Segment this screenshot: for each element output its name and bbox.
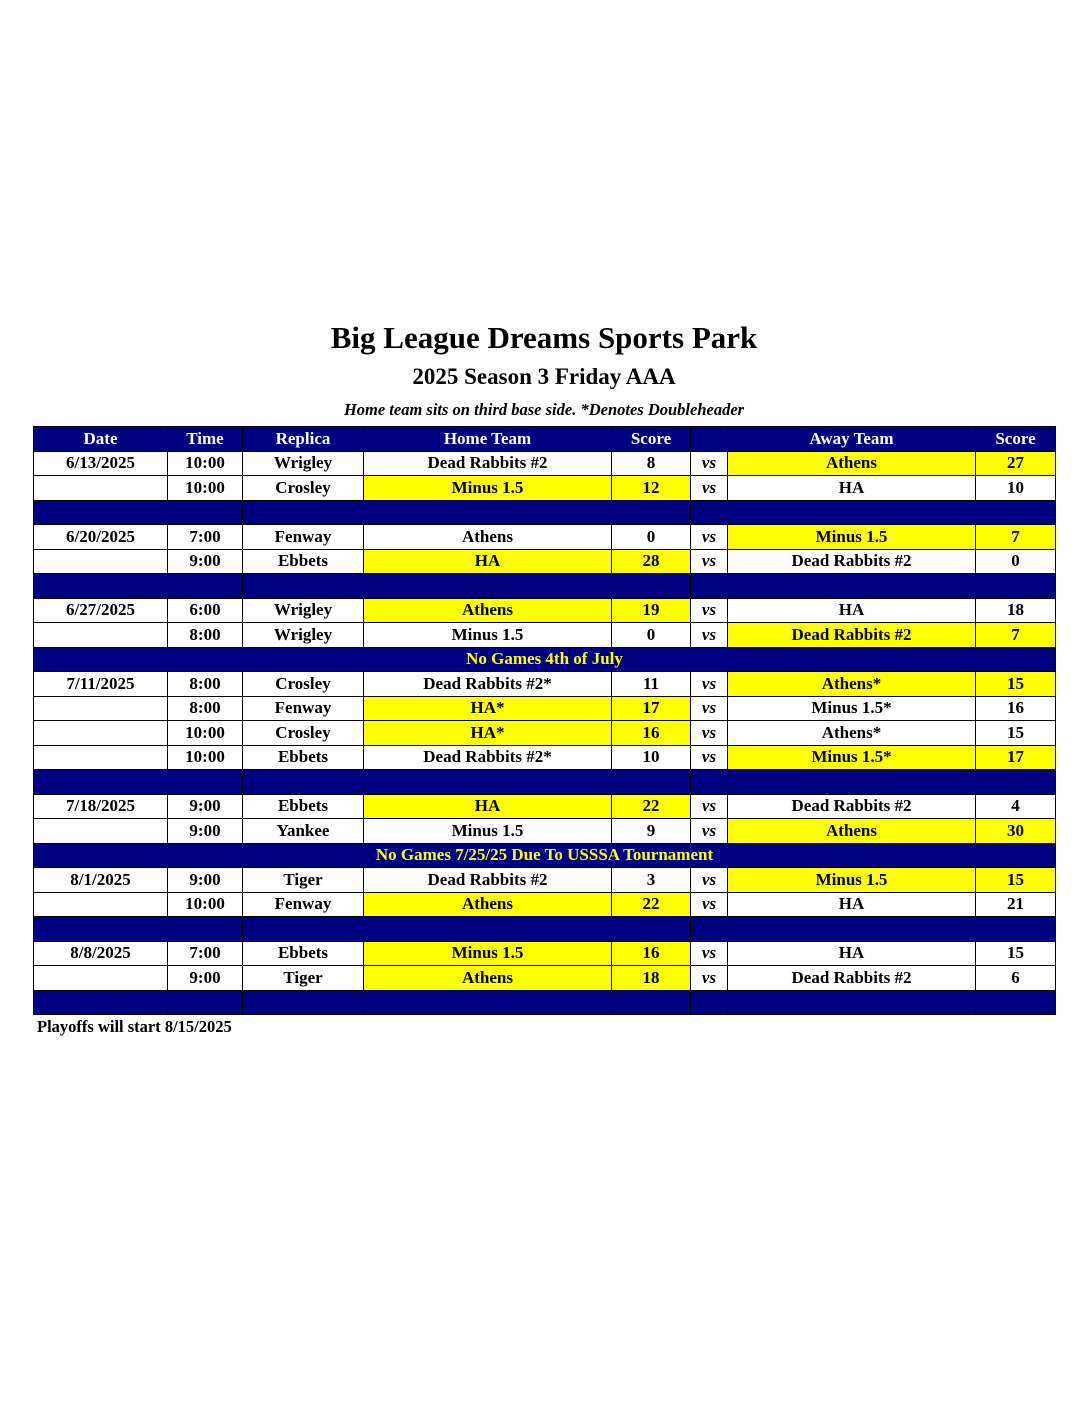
game-row <box>34 451 1056 476</box>
game-row <box>34 868 1056 893</box>
replica-cell: Ebbets <box>243 549 364 574</box>
date-cell <box>34 476 168 501</box>
replica-cell: Ebbets <box>243 941 364 966</box>
time-cell: 8:00 <box>168 672 243 697</box>
away-team-cell: Minus 1.5* <box>728 745 976 770</box>
date-cell <box>34 721 168 746</box>
vs-cell: vs <box>691 819 728 844</box>
away-team-cell: Athens <box>728 451 976 476</box>
home-score-cell: 9 <box>612 819 691 844</box>
away-score-cell: 15 <box>976 672 1056 697</box>
time-cell: 8:00 <box>168 696 243 721</box>
home-score-cell: 19 <box>612 598 691 623</box>
game-row <box>34 892 1056 917</box>
time-cell: 10:00 <box>168 451 243 476</box>
separator-cell <box>728 500 976 525</box>
header-vs <box>691 427 728 452</box>
separator-cell <box>691 500 728 525</box>
game-row <box>34 745 1056 770</box>
separator-row <box>34 770 1056 795</box>
date-cell: 8/8/2025 <box>34 941 168 966</box>
away-team-cell: Athens <box>728 819 976 844</box>
schedule-note: Home team sits on third base side. *Denotes Doubleheader <box>343 400 745 419</box>
away-team-cell: HA <box>728 598 976 623</box>
home-score-cell: 3 <box>612 868 691 893</box>
separator-cell <box>364 770 612 795</box>
away-score-cell: 18 <box>976 598 1056 623</box>
date-cell: 7/18/2025 <box>34 794 168 819</box>
game-row <box>34 598 1056 623</box>
away-team-cell: Dead Rabbits #2 <box>728 794 976 819</box>
separator-cell <box>612 917 691 942</box>
home-team-cell: HA* <box>364 721 612 746</box>
home-team-cell: Minus 1.5 <box>364 819 612 844</box>
date-cell <box>34 623 168 648</box>
date-cell <box>34 696 168 721</box>
playoffs-note: Playoffs will start 8/15/2025 <box>37 1017 232 1036</box>
time-cell: 9:00 <box>168 549 243 574</box>
away-score-cell: 17 <box>976 745 1056 770</box>
time-cell: 10:00 <box>168 721 243 746</box>
separator-cell <box>34 917 168 942</box>
home-score-cell: 22 <box>612 794 691 819</box>
away-team-cell: Athens* <box>728 721 976 746</box>
separator-cell <box>728 990 976 1015</box>
home-team-cell: HA* <box>364 696 612 721</box>
home-score-cell: 12 <box>612 476 691 501</box>
separator-cell <box>612 574 691 599</box>
home-score-cell: 16 <box>612 721 691 746</box>
separator-cell <box>34 500 168 525</box>
home-score-cell: 11 <box>612 672 691 697</box>
away-team-cell: Dead Rabbits #2 <box>728 966 976 991</box>
time-cell: 7:00 <box>168 525 243 550</box>
separator-cell <box>976 500 1056 525</box>
replica-cell: Crosley <box>243 476 364 501</box>
away-team-cell: HA <box>728 941 976 966</box>
notice-text: No Games 4th of July <box>34 647 1056 672</box>
separator-cell <box>728 770 976 795</box>
vs-cell: vs <box>691 672 728 697</box>
game-row <box>34 525 1056 550</box>
separator-cell <box>168 917 243 942</box>
separator-cell <box>976 770 1056 795</box>
header-date: Date <box>34 427 168 452</box>
vs-cell: vs <box>691 476 728 501</box>
away-score-cell: 0 <box>976 549 1056 574</box>
away-team-cell: Minus 1.5 <box>728 525 976 550</box>
separator-row <box>34 917 1056 942</box>
separator-cell <box>612 500 691 525</box>
vs-cell: vs <box>691 451 728 476</box>
separator-cell <box>691 917 728 942</box>
replica-cell: Crosley <box>243 672 364 697</box>
away-score-cell: 6 <box>976 966 1056 991</box>
separator-cell <box>168 574 243 599</box>
home-score-cell: 18 <box>612 966 691 991</box>
separator-cell <box>168 500 243 525</box>
game-row <box>34 966 1056 991</box>
game-row <box>34 623 1056 648</box>
date-cell <box>34 819 168 844</box>
away-team-cell: HA <box>728 476 976 501</box>
away-team-cell: Dead Rabbits #2 <box>728 549 976 574</box>
time-cell: 9:00 <box>168 868 243 893</box>
header-away-team: Away Team <box>728 427 976 452</box>
header-replica: Replica <box>243 427 364 452</box>
home-score-cell: 22 <box>612 892 691 917</box>
away-score-cell: 10 <box>976 476 1056 501</box>
separator-cell <box>976 917 1056 942</box>
vs-cell: vs <box>691 525 728 550</box>
page-title: Big League Dreams Sports Park <box>330 320 758 355</box>
header-row <box>34 427 1056 452</box>
home-score-cell: 28 <box>612 549 691 574</box>
vs-cell: vs <box>691 966 728 991</box>
away-score-cell: 7 <box>976 525 1056 550</box>
away-team-cell: Dead Rabbits #2 <box>728 623 976 648</box>
vs-cell: vs <box>691 623 728 648</box>
header-away-score: Score <box>976 427 1056 452</box>
vs-cell: vs <box>691 868 728 893</box>
away-score-cell: 21 <box>976 892 1056 917</box>
home-score-cell: 10 <box>612 745 691 770</box>
vs-cell: vs <box>691 598 728 623</box>
time-cell: 9:00 <box>168 819 243 844</box>
home-team-cell: HA <box>364 549 612 574</box>
away-team-cell: Minus 1.5 <box>728 868 976 893</box>
home-score-cell: 16 <box>612 941 691 966</box>
date-cell <box>34 549 168 574</box>
header-time: Time <box>168 427 243 452</box>
separator-cell <box>243 770 364 795</box>
separator-cell <box>243 574 364 599</box>
home-score-cell: 0 <box>612 525 691 550</box>
game-row <box>34 721 1056 746</box>
time-cell: 6:00 <box>168 598 243 623</box>
page-subtitle: 2025 Season 3 Friday AAA <box>412 364 676 389</box>
notice-row <box>34 647 1056 672</box>
away-team-cell: Athens* <box>728 672 976 697</box>
separator-cell <box>364 917 612 942</box>
replica-cell: Fenway <box>243 696 364 721</box>
separator-cell <box>243 500 364 525</box>
separator-cell <box>34 990 168 1015</box>
separator-cell <box>612 770 691 795</box>
separator-cell <box>364 990 612 1015</box>
replica-cell: Tiger <box>243 868 364 893</box>
away-score-cell: 27 <box>976 451 1056 476</box>
time-cell: 10:00 <box>168 892 243 917</box>
date-cell: 6/20/2025 <box>34 525 168 550</box>
separator-cell <box>168 990 243 1015</box>
date-cell: 8/1/2025 <box>34 868 168 893</box>
game-row <box>34 819 1056 844</box>
away-team-cell: HA <box>728 892 976 917</box>
date-cell: 7/11/2025 <box>34 672 168 697</box>
separator-cell <box>364 574 612 599</box>
away-score-cell: 15 <box>976 868 1056 893</box>
vs-cell: vs <box>691 892 728 917</box>
replica-cell: Wrigley <box>243 451 364 476</box>
home-team-cell: Minus 1.5 <box>364 476 612 501</box>
schedule-body <box>34 451 1056 1015</box>
away-score-cell: 15 <box>976 941 1056 966</box>
date-cell: 6/13/2025 <box>34 451 168 476</box>
date-cell <box>34 892 168 917</box>
home-team-cell: Athens <box>364 598 612 623</box>
game-row <box>34 941 1056 966</box>
home-team-cell: HA <box>364 794 612 819</box>
header-home-score: Score <box>612 427 691 452</box>
notice-row <box>34 843 1056 868</box>
separator-cell <box>976 574 1056 599</box>
game-row <box>34 476 1056 501</box>
replica-cell: Wrigley <box>243 623 364 648</box>
schedule-table <box>33 426 1056 1015</box>
away-score-cell: 4 <box>976 794 1056 819</box>
home-team-cell: Dead Rabbits #2 <box>364 868 612 893</box>
home-team-cell: Dead Rabbits #2 <box>364 451 612 476</box>
replica-cell: Crosley <box>243 721 364 746</box>
separator-cell <box>691 574 728 599</box>
game-row <box>34 549 1056 574</box>
header-home-team: Home Team <box>364 427 612 452</box>
date-cell <box>34 745 168 770</box>
home-team-cell: Athens <box>364 892 612 917</box>
separator-cell <box>243 990 364 1015</box>
home-team-cell: Dead Rabbits #2* <box>364 745 612 770</box>
replica-cell: Tiger <box>243 966 364 991</box>
home-score-cell: 8 <box>612 451 691 476</box>
separator-cell <box>728 574 976 599</box>
game-row <box>34 672 1056 697</box>
time-cell: 10:00 <box>168 476 243 501</box>
separator-cell <box>364 500 612 525</box>
date-cell <box>34 966 168 991</box>
away-score-cell: 30 <box>976 819 1056 844</box>
home-team-cell: Minus 1.5 <box>364 623 612 648</box>
replica-cell: Ebbets <box>243 794 364 819</box>
notice-text: No Games 7/25/25 Due To USSSA Tournament <box>34 843 1056 868</box>
away-score-cell: 15 <box>976 721 1056 746</box>
separator-cell <box>976 990 1056 1015</box>
separator-cell <box>34 574 168 599</box>
time-cell: 9:00 <box>168 794 243 819</box>
home-team-cell: Dead Rabbits #2* <box>364 672 612 697</box>
separator-row <box>34 500 1056 525</box>
time-cell: 9:00 <box>168 966 243 991</box>
time-cell: 7:00 <box>168 941 243 966</box>
separator-cell <box>168 770 243 795</box>
separator-cell <box>691 990 728 1015</box>
vs-cell: vs <box>691 549 728 574</box>
date-cell: 6/27/2025 <box>34 598 168 623</box>
home-score-cell: 0 <box>612 623 691 648</box>
separator-cell <box>612 990 691 1015</box>
separator-cell <box>691 770 728 795</box>
away-team-cell: Minus 1.5* <box>728 696 976 721</box>
separator-cell <box>243 917 364 942</box>
separator-cell <box>34 770 168 795</box>
away-score-cell: 7 <box>976 623 1056 648</box>
game-row <box>34 696 1056 721</box>
home-score-cell: 17 <box>612 696 691 721</box>
away-score-cell: 16 <box>976 696 1056 721</box>
separator-cell <box>728 917 976 942</box>
replica-cell: Ebbets <box>243 745 364 770</box>
replica-cell: Yankee <box>243 819 364 844</box>
time-cell: 8:00 <box>168 623 243 648</box>
vs-cell: vs <box>691 941 728 966</box>
game-row <box>34 794 1056 819</box>
home-team-cell: Athens <box>364 966 612 991</box>
vs-cell: vs <box>691 721 728 746</box>
home-team-cell: Minus 1.5 <box>364 941 612 966</box>
separator-row <box>34 990 1056 1015</box>
replica-cell: Fenway <box>243 892 364 917</box>
separator-row <box>34 574 1056 599</box>
replica-cell: Fenway <box>243 525 364 550</box>
home-team-cell: Athens <box>364 525 612 550</box>
vs-cell: vs <box>691 794 728 819</box>
vs-cell: vs <box>691 696 728 721</box>
vs-cell: vs <box>691 745 728 770</box>
replica-cell: Wrigley <box>243 598 364 623</box>
time-cell: 10:00 <box>168 745 243 770</box>
